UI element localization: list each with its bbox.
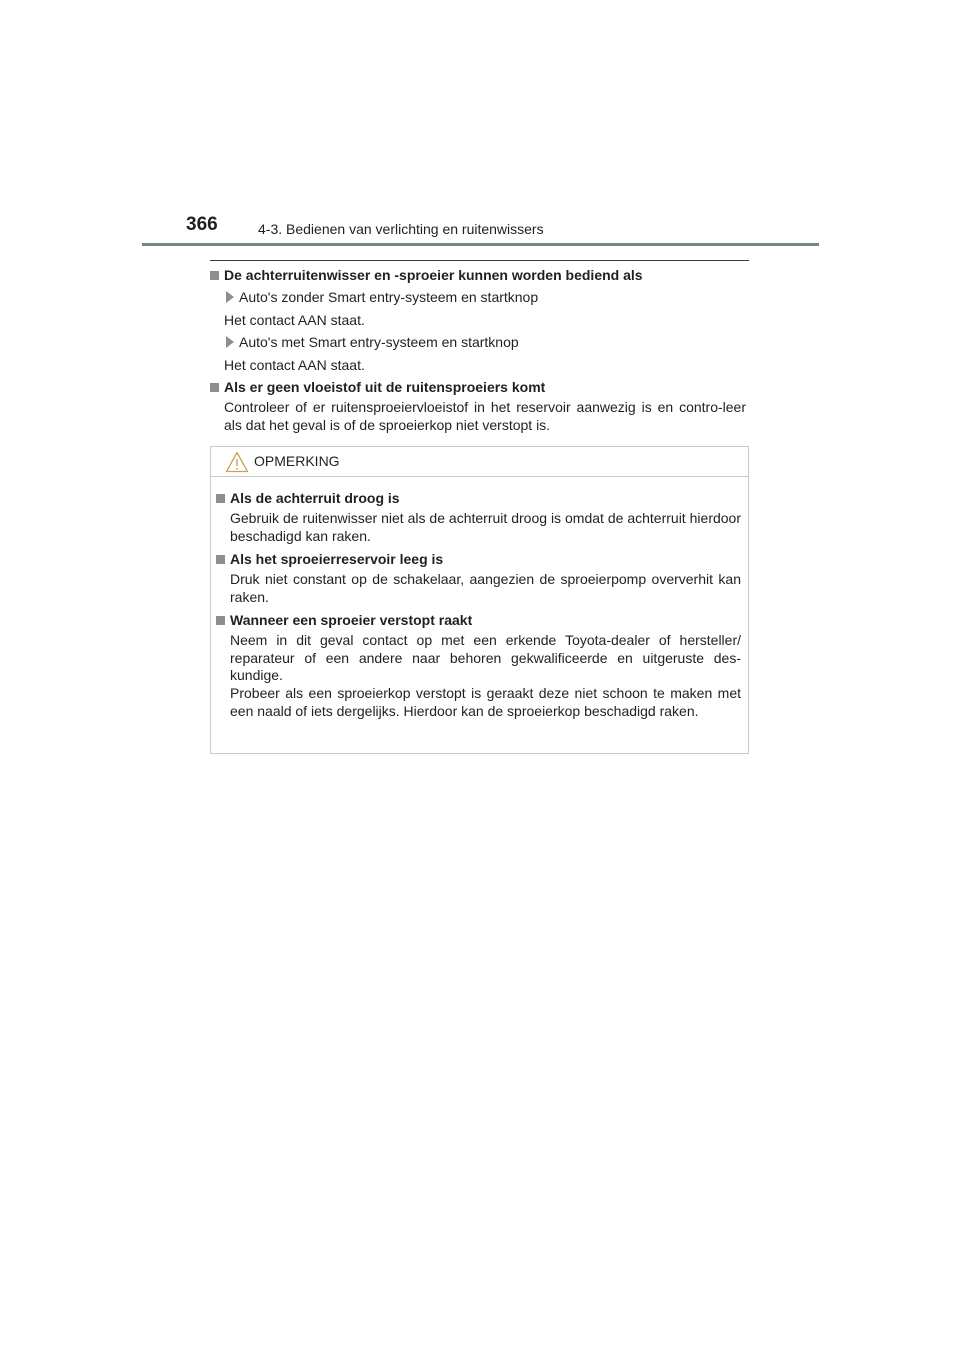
option1-text: Het contact AAN staat. [224,312,365,328]
page-number: 366 [186,214,218,235]
header-divider [142,243,819,246]
no-fluid-heading: Als er geen vloeistof uit de ruitensproeiers komt [210,378,545,396]
option1-item: Auto's zonder Smart entry-systeem en startknop [226,288,538,306]
operate-heading: De achterruitenwisser en -sproeier kunnen worden bediend als [210,266,643,284]
notice-header [211,447,748,477]
clogged-text-2: Probeer als een sproeierkop verstopt is geraakt deze niet schoon te maken met een naald of iets dergelijks. Hierdoor kan de sproeierkop beschadigd raken. [230,685,741,719]
clogged-heading: Wanneer een sproeier verstopt raakt [216,611,472,629]
square-bullet-icon [210,383,219,392]
empty-text: Druk niet constant op de schakelaar, aangezien de sproeierpomp oververhit kan raken. [230,571,741,605]
square-bullet-icon [216,555,225,564]
square-bullet-icon [216,616,225,625]
warning-triangle-icon [225,451,249,473]
option2-text: Het contact AAN staat. [224,357,365,373]
clogged-text-1: Neem in dit geval contact op met een erkende Toyota-dealer of hersteller/ reparateur of een andere naar behoren gekwalificeerde en uitgeruste des-kundige. [230,632,741,683]
square-bullet-icon [216,494,225,503]
dry-text: Gebruik de ruitenwisser niet als de achterruit droog is omdat de achterruit hierdoor beschadigd kan raken. [230,510,741,544]
arrow-bullet-icon [226,291,234,303]
empty-heading: Als het sproeierreservoir leeg is [216,550,443,568]
arrow-bullet-icon [226,336,234,348]
notice-box [210,446,749,754]
square-bullet-icon [210,271,219,280]
option2-item: Auto's met Smart entry-systeem en startknop [226,333,519,351]
no-fluid-text: Controleer of er ruitensproeiervloeistof in het reservoir aanwezig is en contro-leer als dat het geval is of de sproeierkop niet verstopt is. [224,399,746,433]
notice-label: OPMERKING [254,453,340,469]
content-divider [210,260,749,261]
section-title: 4-3. Bedienen van verlichting en ruitenwissers [258,221,544,237]
dry-heading: Als de achterruit droog is [216,489,400,507]
